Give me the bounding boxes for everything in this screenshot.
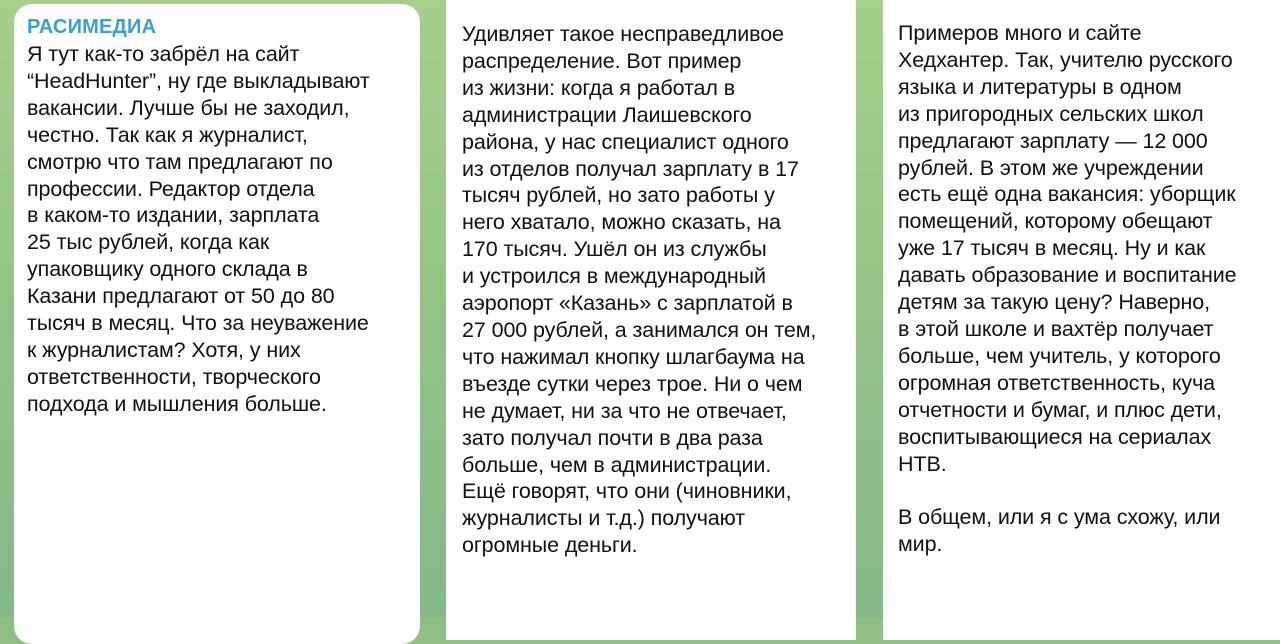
text-line: тысяч в месяц. Что за неуважение <box>27 311 369 336</box>
text-line: из жизни: когда я работал в <box>462 75 736 100</box>
text-line: распределение. Вот пример <box>462 48 742 73</box>
text-line: что нажимал кнопку шлагбаума на <box>462 344 805 369</box>
text-line: в каком-то издании, зарплата <box>27 203 320 228</box>
text-line: Ещё говорят, что они (чиновники, <box>462 479 792 504</box>
text-line: Удивляет такое несправедливое <box>462 22 784 46</box>
text-line: ответственности, творческого <box>27 364 321 389</box>
text-line: въезде сутки через трое. Ни о чем <box>462 371 803 396</box>
message-text <box>27 41 406 418</box>
text-line: 25 тыс рублей, когда как <box>27 230 270 255</box>
message-bubble-1[interactable] <box>14 4 420 644</box>
text-line: “HeadHunter”, ну где выкладывают <box>27 68 370 93</box>
text-line: рублей. В этом же учреждении <box>898 155 1204 180</box>
text-line: Казани предлагают от 50 до 80 <box>27 284 335 309</box>
message-bubble-2[interactable] <box>446 0 856 640</box>
text-line: из пригородных сельских школ <box>898 101 1204 126</box>
text-line: уже 17 тысяч в месяц. Ну и как <box>898 236 1206 261</box>
text-line: администрации Лаишевского <box>462 102 752 127</box>
text-line: не думает, ни за что не отвечает, <box>462 398 787 423</box>
text-line: 27 000 рублей, а занимался он тем, <box>462 317 817 342</box>
text-line: давать образование и воспитание <box>898 263 1237 288</box>
text-line: к журналистам? Хотя, у них <box>27 337 301 362</box>
message-paragraph-2 <box>898 504 1272 558</box>
text-line: него хватало, можно сказать, на <box>462 210 781 235</box>
text-line: тысяч рублей, но зато работы у <box>462 183 775 208</box>
text-line: района, у нас специалист одного <box>462 129 789 154</box>
text-line: языка и литературы в одном <box>898 74 1182 99</box>
text-line: мир. <box>898 532 943 557</box>
text-line: больше, чем учитель, у которого <box>898 343 1221 368</box>
text-line: вакансии. Лучше бы не заходил, <box>27 95 350 120</box>
text-line: Примеров много и сайте <box>898 21 1142 45</box>
text-line: аэропорт «Казань» с зарплатой в <box>462 291 793 316</box>
text-line: подхода и мышления больше. <box>27 391 327 416</box>
text-line: отчетности и бумаг, и плюс дети, <box>898 397 1222 422</box>
text-line: журналисты и т.д.) получают <box>462 506 745 531</box>
text-line: огромная ответственность, куча <box>898 370 1216 395</box>
message-paragraph-1 <box>898 20 1272 477</box>
sender-name[interactable]: РАСИМЕДИА <box>27 16 157 38</box>
text-line: в этой школе и вахтёр получает <box>898 316 1214 341</box>
paragraph-gap <box>898 477 1272 504</box>
text-line: зато получал почти в два раза <box>462 425 763 450</box>
text-line: профессии. Редактор отдела <box>27 176 315 201</box>
text-line: честно. Так как я журналист, <box>27 122 308 147</box>
text-line: упаковщику одного склада в <box>27 257 308 282</box>
text-line: Я тут как-то забрёл на сайт <box>27 42 300 66</box>
message-bubble-3[interactable] <box>883 0 1280 640</box>
text-line: 170 тысяч. Ушёл он из службы <box>462 237 767 262</box>
text-line: Хедхантер. Так, учителю русского <box>898 47 1233 72</box>
text-line: смотрю что там предлагают по <box>27 149 333 174</box>
message-text <box>462 21 842 559</box>
text-line: есть ещё одна вакансия: уборщик <box>898 182 1236 207</box>
text-line: и устроился в международный <box>462 264 766 289</box>
text-line: воспитывающиеся на сериалах <box>898 424 1212 449</box>
text-line: НТВ. <box>898 451 947 476</box>
text-line: детям за такую цену? Наверно, <box>898 290 1210 315</box>
text-line: больше, чем в администрации. <box>462 452 772 477</box>
text-line: из отделов получал зарплату в 17 <box>462 156 799 181</box>
text-line: помещений, которому обещают <box>898 209 1213 234</box>
text-line: В общем, или я с ума схожу, или <box>898 505 1221 530</box>
text-line: огромные деньги. <box>462 533 638 558</box>
text-line: предлагают зарплату — 12 000 <box>898 128 1208 153</box>
